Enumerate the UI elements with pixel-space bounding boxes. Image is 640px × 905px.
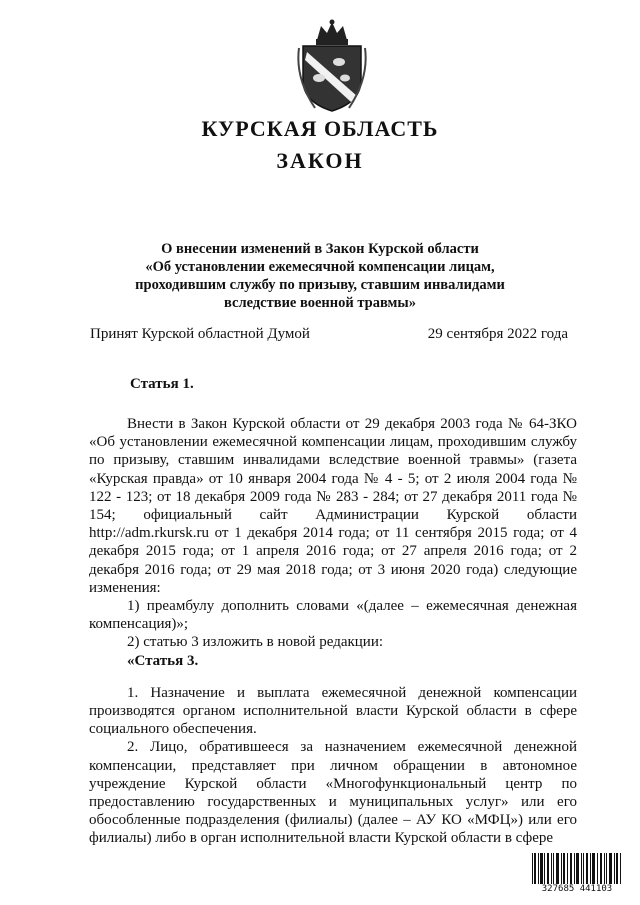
adopted-by: Принят Курской областной Думой (90, 326, 310, 342)
region-heading: КУРСКАЯ ОБЛАСТЬ (201, 116, 439, 141)
barcode-number: 327685 441103 (530, 884, 624, 894)
adoption-date: 29 сентября 2022 года (427, 326, 568, 342)
adoption-line (90, 326, 568, 343)
quoted-paragraph: 1. Назначение и выплата ежемесячной денежной компенсации производятся органом исполнительной власти Курской области в сфере социального обеспечения. (89, 684, 577, 738)
law-title-line: проходившим службу по призыву, ставшим инвалидами (135, 277, 505, 293)
law-title-line: О внесении изменений в Закон Курской области (161, 241, 479, 257)
law-title-line: вследствие военной травмы» (224, 295, 416, 311)
coat-of-arms-icon (295, 18, 369, 114)
law-title-line: «Об установлении ежемесячной компенсации лицам, (145, 259, 495, 275)
article-body (89, 415, 577, 848)
article-heading: Статья 1. (130, 376, 194, 392)
article-intro-paragraph: Внести в Закон Курской области от 29 декабря 2003 года № 64-ЗКО «Об установлении ежемесячной компенсации лицам, проходившим службу по призыву, ставшим инвалидами вследствие военной травмы» (газета «Курская правда» от 10 января 2004 года № 4 - 5; от 2 июля 2004 года № 122 - 123; от 18 декабря 2009 года № 283 - 284; от 27 декабря 2011 года № 154; официальный сайт Администрации Курской области http://adm.rkursk.ru от 1 декабря 2014 года; от 11 сентября 2015 года; от 4 декабря 2015 года; от 1 апреля 2016 года; от 27 апреля 2016 года; от 2 декабря 2016 года; от 29 мая 2018 года; от 3 июня 2020 года) следующие изменения: (89, 416, 577, 596)
amendment-item: 1) преамбулу дополнить словами «(далее – ежемесячная денежная компенсация)»; (89, 598, 577, 633)
document-type-heading: ЗАКОН (276, 148, 364, 173)
quoted-paragraph: 2. Лицо, обратившееся за назначением ежемесячной денежной компенсации, представляет при личном обращении в автономное учреждение Курской области «Многофункциональный центр по предоставлению государственных и муниципальных услуг» или его обособленные подразделения (филиалы) (далее – АУ КО «МФЦ») или его филиалы) либо в орган исполнительной власти Курской области в сфере (89, 739, 577, 847)
law-title (110, 240, 530, 312)
amendment-item: 2) статью 3 изложить в новой редакции: (127, 634, 384, 651)
quoted-article-heading: «Статья 3. (127, 652, 199, 669)
